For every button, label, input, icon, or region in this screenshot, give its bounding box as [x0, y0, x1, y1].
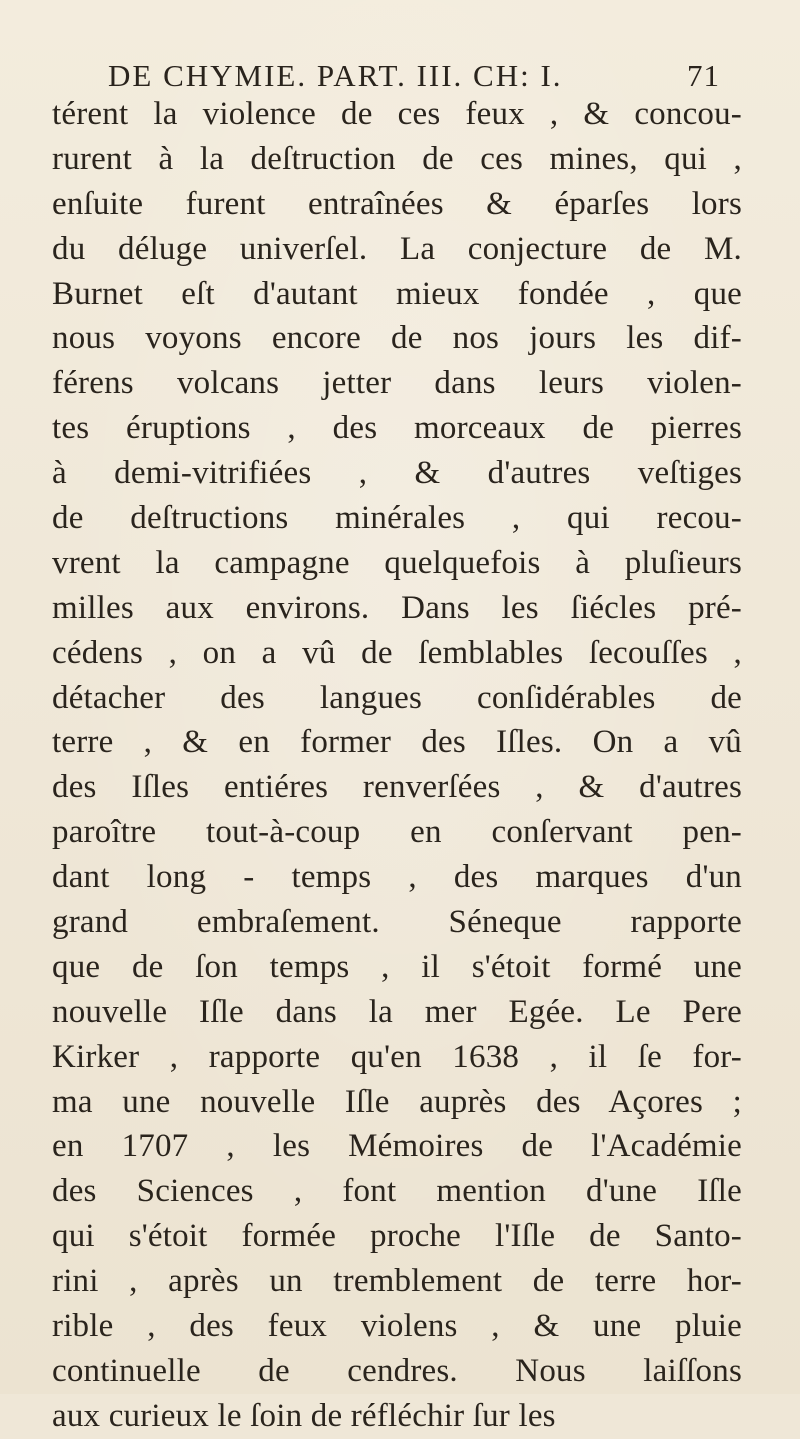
- text-line: nouvelle Iſle dans la mer Egée. Le Pere: [52, 993, 742, 1030]
- text-line: du déluge univerſel. La conjecture de M.: [52, 230, 742, 267]
- text-line: nous voyons encore de nos jours les dif-: [52, 320, 742, 357]
- text-line: Burnet eſt d'autant mieux fondée , que: [52, 275, 742, 312]
- text-line: des Iſles entiéres renverſées , & d'autres: [52, 769, 742, 806]
- running-head: DE CHYMIE. PART. III. CH: I.: [108, 58, 563, 93]
- text-line: dant long - temps , des marques d'un: [52, 859, 742, 896]
- text-line: aux curieux le ſoin de réfléchir ſur les: [52, 1397, 556, 1434]
- text-line: paroître tout-à-coup en conſervant pen-: [52, 814, 742, 851]
- text-line: vrent la campagne quelquefois à pluſieurs: [52, 544, 742, 581]
- text-line: rible , des feux violens , & une pluie: [52, 1308, 742, 1345]
- text-line: Kirker , rapporte qu'en 1638 , il ſe for-: [52, 1038, 742, 1075]
- text-line: rurent à la deſtruction de ces mines, qui ,: [52, 140, 742, 177]
- text-line: milles aux environs. Dans les ſiécles pré-: [52, 589, 742, 626]
- text-line: tes éruptions , des morceaux de pierres: [52, 410, 742, 447]
- text-line: enſuite furent entraînées & éparſes lors: [52, 185, 742, 222]
- text-line: cédens , on a vû de ſemblables ſecouſſes ,: [52, 634, 742, 671]
- text-line: férens volcans jetter dans leurs violen-: [52, 365, 742, 402]
- body-text: [52, 92, 742, 1439]
- page-number: 71: [687, 58, 720, 93]
- text-line: terre , & en former des Iſles. On a vû: [52, 724, 742, 761]
- text-line: à demi-vitrifiées , & d'autres veſtiges: [52, 455, 742, 492]
- text-line: térent la violence de ces feux , & concou-: [52, 96, 742, 132]
- text-line: ma une nouvelle Iſle auprès des Açores ;: [52, 1083, 742, 1120]
- text-line: rini , après un tremblement de terre hor-: [52, 1263, 742, 1300]
- text-line: continuelle de cendres. Nous laiſſons: [52, 1352, 742, 1389]
- text-line: grand embraſement. Séneque rapporte: [52, 904, 742, 941]
- text-line: qui s'étoit formée proche l'Iſle de Santo-: [52, 1218, 742, 1255]
- text-line: que de ſon temps , il s'étoit formé une: [52, 948, 742, 985]
- text-line: des Sciences , font mention d'une Iſle: [52, 1173, 742, 1210]
- text-line: de deſtructions minérales , qui recou-: [52, 500, 742, 537]
- text-line: en 1707 , les Mémoires de l'Académie: [52, 1128, 742, 1165]
- text-line: détacher des langues conſidérables de: [52, 679, 742, 716]
